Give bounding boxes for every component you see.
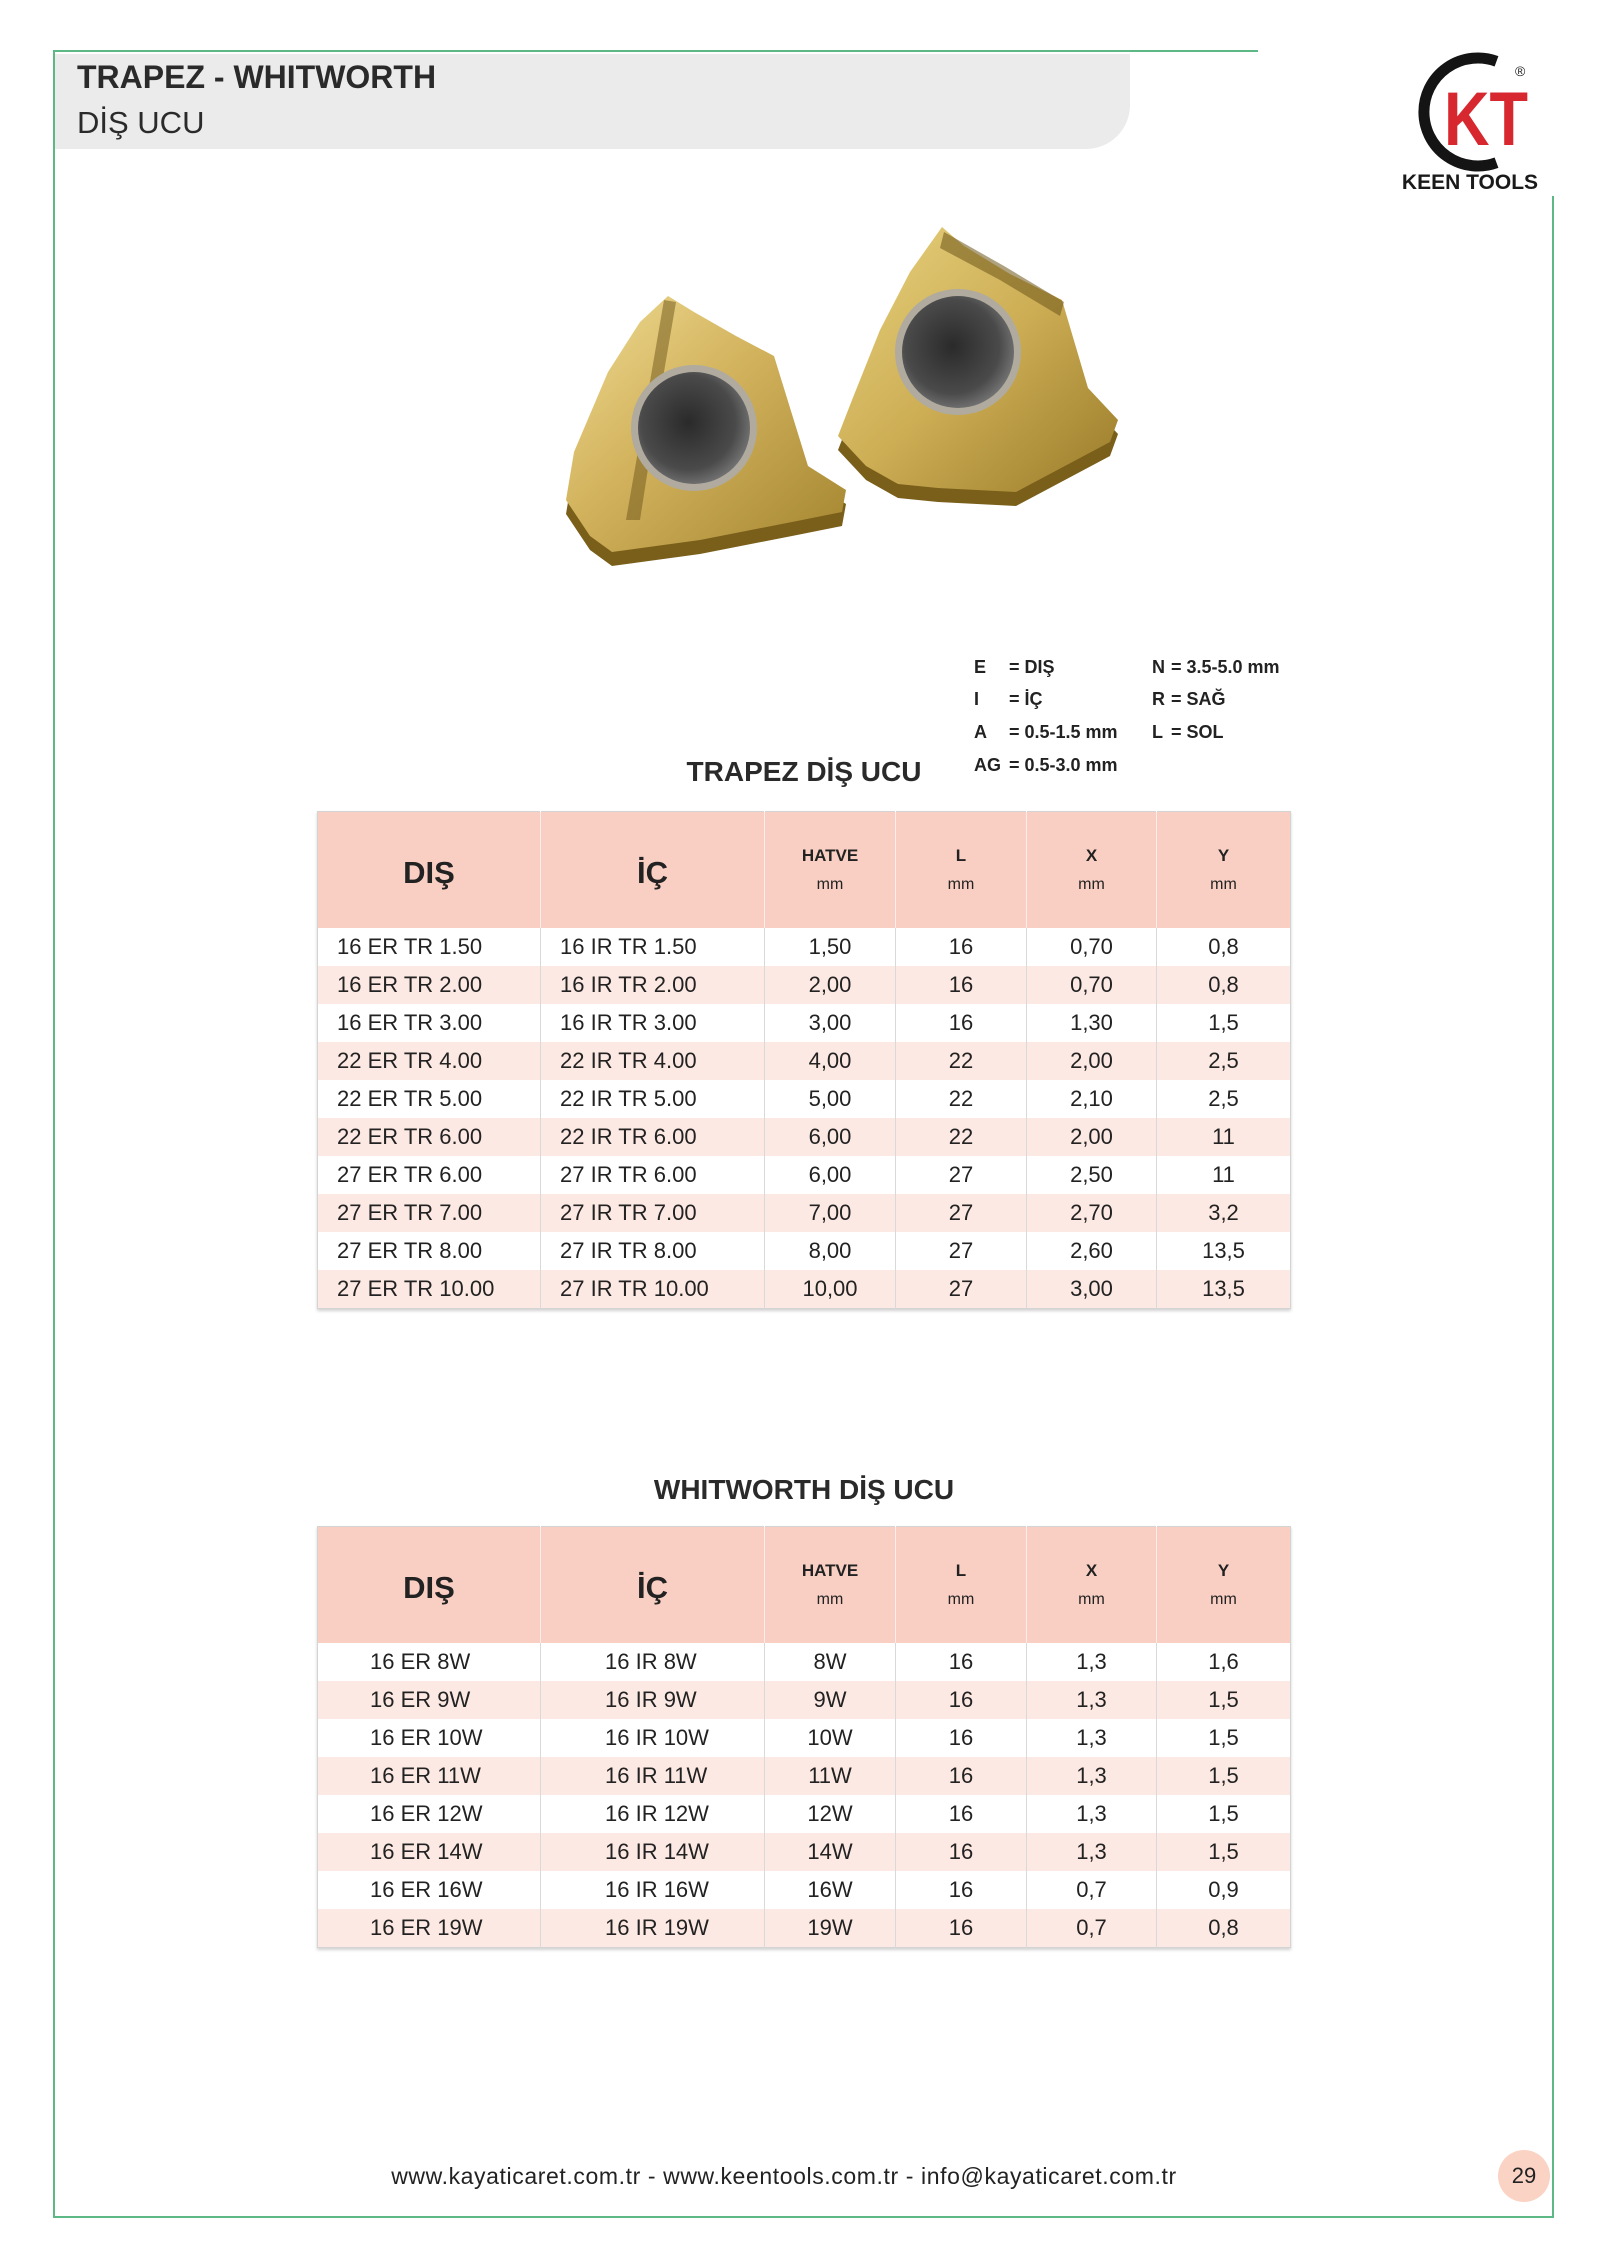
table-row [318,1004,1291,1042]
y-cell: 0,8 [1157,1909,1291,1948]
legend-key: E [974,657,987,677]
y-cell: 3,2 [1157,1194,1291,1232]
insert-left [566,296,846,566]
x-cell: 2,10 [1027,1080,1157,1118]
table-header [318,812,1291,929]
hatve-cell: 14W [765,1833,896,1871]
thread-insert-image [540,210,1140,580]
dis-cell: 27 ER TR 10.00 [318,1270,541,1309]
legend-item-i [974,688,1124,710]
dis-cell: 27 ER TR 8.00 [318,1232,541,1270]
l-cell: 27 [896,1194,1027,1232]
l-cell: 16 [896,1833,1027,1871]
ic-cell: 27 IR TR 6.00 [541,1156,765,1194]
hatve-cell: 1,50 [765,928,896,966]
legend-key: L [1152,722,1163,742]
legend-item-l [1152,721,1302,743]
frame-bottom-line [53,2216,1554,2218]
hatve-cell: 5,00 [765,1080,896,1118]
l-cell: 16 [896,1757,1027,1795]
dis-cell: 22 ER TR 5.00 [318,1080,541,1118]
legend-key: R [1152,689,1165,709]
ic-cell: 16 IR 19W [541,1909,765,1948]
hatve-cell: 9W [765,1681,896,1719]
table-row [318,1833,1291,1871]
whitworth-section-title: WHITWORTH DİŞ UCU [653,1474,955,1505]
ic-cell: 16 IR TR 2.00 [541,966,765,1004]
column-unit: mm [947,1591,975,1608]
l-cell: 16 [896,1681,1027,1719]
x-cell: 0,7 [1027,1871,1157,1909]
x-cell: 1,3 [1027,1757,1157,1795]
table-header-row [318,1527,1291,1644]
dis-cell: 16 ER 10W [318,1719,541,1757]
x-cell: 1,30 [1027,1004,1157,1042]
hatve-cell: 8,00 [765,1232,896,1270]
ic-cell: 16 IR 16W [541,1871,765,1909]
y-cell: 2,5 [1208,1086,1239,1111]
dis-cell: 22 ER TR 4.00 [318,1042,541,1080]
column-label: Y [1217,846,1230,865]
column-label: HATVE [801,1561,859,1580]
column-label: İÇ [637,855,668,890]
ic-column-header [541,812,765,929]
dis-cell: 16 ER TR 3.00 [318,1004,541,1042]
l-cell: 16 [896,1004,1027,1042]
ic-cell: 27 IR TR 7.00 [541,1194,765,1232]
x-cell: 2,00 [1027,1042,1157,1080]
logo-name: KEEN TOOLS [1401,171,1539,194]
legend-item-a [974,721,1124,743]
column-unit: mm [1210,1591,1237,1608]
y-column-header [1157,1527,1291,1644]
column-unit: mm [816,876,844,893]
legend-value: = 3.5-5.0 mm [1171,657,1280,677]
y-cell: 0,9 [1208,1877,1239,1902]
l-cell: 27 [896,1156,1027,1194]
l-cell: 16 [896,1795,1027,1833]
ic-cell: 22 IR TR 6.00 [541,1118,765,1156]
page-subtitle: DİŞ UCU [77,105,205,140]
hatve-cell: 12W [765,1795,896,1833]
footer-contact: www.kayaticaret.com.tr - www.keentools.com.tr - info@kayaticaret.com.tr [391,2163,1177,2189]
table-row [318,1042,1291,1080]
dis-cell: 16 ER 11W [318,1757,541,1795]
frame-top-line [53,50,1258,52]
page-title: TRAPEZ - WHITWORTH [77,59,437,95]
dis-cell: 27 ER TR 7.00 [318,1194,541,1232]
legend-value: = 0.5-1.5 mm [1009,722,1118,742]
dis-cell: 22 ER TR 6.00 [318,1118,541,1156]
y-cell: 13,5 [1157,1270,1291,1309]
l-cell: 22 [896,1080,1027,1118]
table-row [318,1080,1291,1118]
insert-right [838,227,1118,506]
l-cell: 16 [896,1909,1027,1948]
hatve-cell: 6,00 [765,1156,896,1194]
y-cell: 1,5 [1157,1833,1291,1871]
x-cell: 2,70 [1027,1194,1157,1232]
column-label: X [1085,1561,1098,1580]
column-label: DIŞ [403,855,455,890]
ic-cell: 16 IR 9W [541,1681,765,1719]
y-cell: 2,5 [1157,1042,1291,1080]
l-cell: 16 [896,1719,1027,1757]
column-unit: mm [1078,876,1105,893]
y-cell: 1,5 [1157,1681,1291,1719]
legend-value: = İÇ [1009,689,1043,709]
x-cell: 2,00 [1027,1118,1157,1156]
table-row [318,1118,1291,1156]
x-cell: 2,60 [1027,1232,1157,1270]
x-cell: 1,3 [1027,1833,1157,1871]
x-cell: 0,70 [1027,966,1157,1004]
l-cell: 22 [896,1042,1027,1080]
dis-cell: 16 ER 9W [318,1681,541,1719]
legend-item-e [974,656,1124,678]
ic-cell: 16 IR TR 1.50 [541,928,765,966]
x-cell: 2,50 [1027,1156,1157,1194]
table-row [318,1757,1291,1795]
l-cell: 27 [896,1232,1027,1270]
l-column-header [896,812,1027,929]
x-cell: 0,70 [1027,928,1157,966]
hatve-cell: 7,00 [765,1194,896,1232]
x-column-header [1027,812,1157,929]
y-cell: 11 [1212,1162,1235,1187]
l-cell: 27 [896,1270,1027,1309]
table-body [318,1643,1291,1948]
ic-cell: 16 IR 14W [541,1833,765,1871]
l-cell: 16 [896,966,1027,1004]
table-row [318,1270,1291,1309]
dis-cell: 16 ER 19W [318,1909,541,1948]
dis-cell: 27 ER TR 6.00 [318,1156,541,1194]
table-row [318,1643,1291,1681]
registered-mark: ® [1515,63,1526,79]
y-column-header [1157,812,1291,929]
table-row [318,1156,1291,1194]
table-header-row [318,812,1291,929]
frame-left-line [53,50,55,2218]
legend-item-n [1152,656,1302,678]
hatve-cell: 10W [765,1719,896,1757]
table-row [318,1871,1291,1909]
dis-column-header [318,1527,541,1644]
x-cell: 1,3 [1027,1681,1157,1719]
hatve-cell: 3,00 [765,1004,896,1042]
column-unit: mm [816,1591,844,1608]
column-label: L [955,1561,967,1580]
whitworth-spec-table [317,1526,1291,1948]
logo-mark-text: KT [1444,77,1528,162]
table-row [318,1681,1291,1719]
ic-cell: 16 IR 10W [541,1719,765,1757]
x-cell: 1,3 [1027,1643,1157,1681]
x-cell: 1,3 [1027,1719,1157,1757]
legend-key: A [974,722,987,742]
frame-right-line [1552,196,1554,2218]
table-row [318,1719,1291,1757]
table-row [318,928,1291,966]
keen-tools-logo [1395,50,1550,200]
legend-item-r [1152,688,1302,710]
column-label: DIŞ [403,1570,455,1605]
dis-column-header [318,812,541,929]
l-cell: 16 [896,1643,1027,1681]
hatve-cell: 19W [765,1909,896,1948]
x-column-header [1027,1527,1157,1644]
l-cell: 22 [896,1118,1027,1156]
x-cell: 1,3 [1027,1795,1157,1833]
hatve-cell: 16W [765,1871,896,1909]
l-cell: 16 [896,1871,1027,1909]
ic-cell: 22 IR TR 4.00 [541,1042,765,1080]
y-cell: 11 [1157,1118,1291,1156]
hatve-cell: 8W [765,1643,896,1681]
legend-value: = 0.5-3.0 mm [1009,755,1118,775]
y-cell: 1,5 [1208,1801,1239,1826]
ic-cell: 16 IR 12W [541,1795,765,1833]
table-row [318,1232,1291,1270]
column-unit: mm [947,876,975,893]
trapez-spec-table [317,811,1291,1309]
y-cell: 1,5 [1208,1010,1239,1035]
dis-cell: 16 ER 12W [318,1795,541,1833]
hatve-cell: 2,00 [765,966,896,1004]
dis-cell: 16 ER 16W [318,1871,541,1909]
hatve-column-header [765,1527,896,1644]
dis-cell: 16 ER TR 2.00 [318,966,541,1004]
ic-cell: 16 IR TR 3.00 [541,1004,765,1042]
table-row [318,966,1291,1004]
ic-cell: 27 IR TR 8.00 [541,1232,765,1270]
y-cell: 0,8 [1208,934,1239,959]
hatve-cell: 11W [765,1757,896,1795]
column-label: HATVE [801,846,859,865]
y-cell: 0,8 [1157,966,1291,1004]
x-cell: 0,7 [1027,1909,1157,1948]
legend-value: = DIŞ [1009,657,1055,677]
legend-value: = SOL [1171,722,1224,742]
y-cell: 13,5 [1202,1238,1245,1263]
column-unit: mm [1210,876,1237,893]
ic-cell: 27 IR TR 10.00 [541,1270,765,1309]
table-row [318,1909,1291,1948]
column-label: İÇ [637,1570,668,1605]
y-cell: 1,5 [1157,1757,1291,1795]
column-label: L [955,846,967,865]
dis-cell: 16 ER TR 1.50 [318,928,541,966]
table-row [318,1194,1291,1232]
page-header [55,54,1130,149]
dis-cell: 16 ER 8W [318,1643,541,1681]
legend-key: AG [974,755,1001,775]
table-row [318,1795,1291,1833]
column-unit: mm [1078,1591,1105,1608]
table-header [318,1527,1291,1644]
legend-value: = SAĞ [1171,689,1226,709]
ic-cell: 22 IR TR 5.00 [541,1080,765,1118]
dis-cell: 16 ER 14W [318,1833,541,1871]
hatve-cell: 4,00 [765,1042,896,1080]
l-cell: 16 [896,928,1027,966]
legend-key: I [974,689,980,709]
column-label: Y [1217,1561,1230,1580]
x-cell: 3,00 [1027,1270,1157,1309]
column-label: X [1085,846,1098,865]
legend-key: N [1152,657,1165,677]
hatve-cell: 10,00 [765,1270,896,1309]
y-cell: 1,5 [1208,1725,1239,1750]
ic-cell: 16 IR 11W [541,1757,765,1795]
ic-cell: 16 IR 8W [541,1643,765,1681]
hatve-column-header [765,812,896,929]
y-cell: 1,6 [1208,1649,1239,1674]
l-column-header [896,1527,1027,1644]
trapez-section-title: TRAPEZ DİŞ UCU [686,756,922,787]
hatve-cell: 6,00 [765,1118,896,1156]
page-number: 29 [1498,2150,1550,2202]
table-body [318,928,1291,1309]
ic-column-header [541,1527,765,1644]
